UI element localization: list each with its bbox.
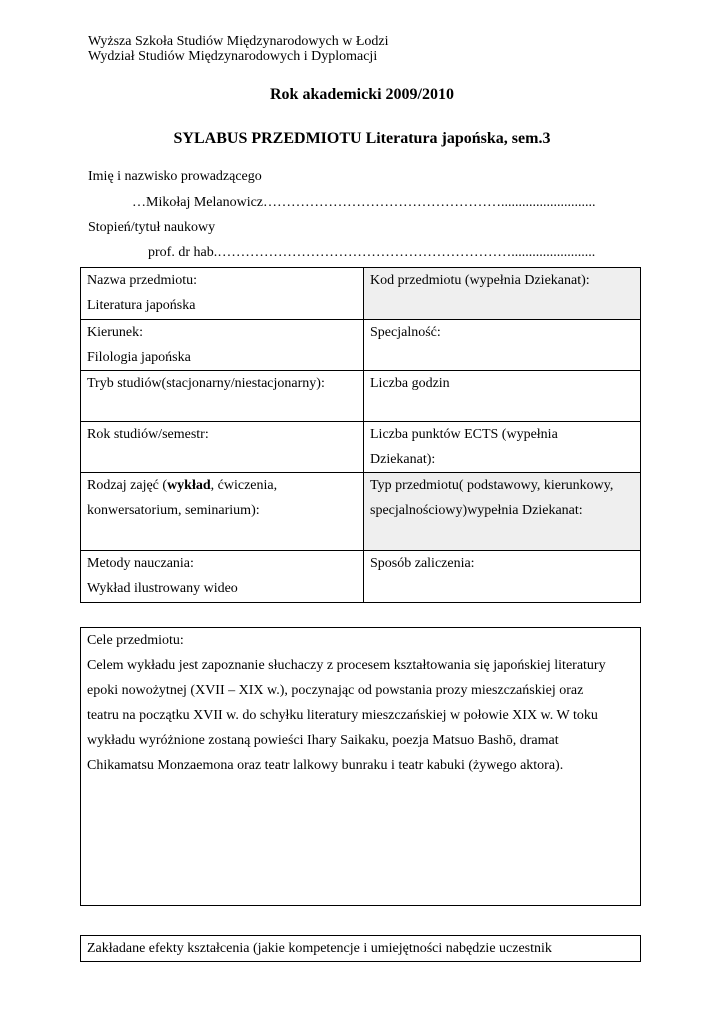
lecturer-label: Imię i nazwisko prowadzącego [88,169,262,184]
learning-outcomes-label: Zakładane efekty kształcenia (jakie kompetencje i umiejętności nabędzie uczestnik [87,941,552,956]
course-code-label: Kod przedmiotu (wypełnia Dziekanat): [370,273,590,288]
ects-label-line2: Dziekanat): [370,452,436,467]
class-type-cell [81,473,364,551]
year-semester-label: Rok studiów/semestr: [87,427,209,442]
degree-value: prof. dr hab.………………………………………………………........................ [148,245,596,260]
hours-cell [364,371,641,422]
class-type-prefix: Rodzaj zajęć ( [87,478,168,493]
teaching-methods-value: Wykład ilustrowany wideo [87,581,238,596]
course-goals-line: Chikamatsu Monzaemona oraz teatr lalkowy bunraku i teatr kabuki (żywego aktora). [87,758,564,773]
teaching-methods-label: Metody nauczania: [87,556,194,571]
course-goals-line: wykładu wyróżnione zostaną powieści Ihary Saikaku, poezja Matsuo Bashō, dramat [87,733,559,748]
specialization-cell [364,320,641,371]
degree-label: Stopień/tytuł naukowy [88,220,216,235]
course-info-table [80,267,641,603]
class-type-selected: wykład [167,478,211,493]
course-goals-line: Celem wykładu jest zapoznanie słuchaczy z procesem kształtowania się japońskiej literatury [87,658,606,673]
course-type-cell [364,473,641,551]
table-row [81,551,641,603]
hours-label: Liczba godzin [370,376,450,391]
course-name-label: Nazwa przedmiotu: [87,273,198,288]
faculty-name: Wydział Studiów Międzynarodowych i Dyplomacji [88,49,378,64]
teaching-methods-cell [81,551,364,603]
table-row [81,473,641,551]
course-goals-line: teatru na początku XVII w. do schyłku literatury mieszczańskiej w połowie XIX w. W toku [87,708,598,723]
study-mode-label: Tryb studiów(stacjonarny/niestacjonarny): [87,376,325,391]
lecturer-name: …Mikołaj Melanowicz……………………………………………........................... [132,195,596,210]
class-type-label [87,473,357,498]
year-semester-cell [81,422,364,473]
assessment-cell [364,551,641,603]
table-row [81,422,641,473]
table-row [81,371,641,422]
field-of-study-value: Filologia japońska [87,350,191,365]
field-of-study-cell [81,320,364,371]
course-name-cell [81,268,364,320]
syllabus-title: SYLABUS PRZEDMIOTU Literatura japońska, sem.3 [173,130,551,147]
course-goals-label: Cele przedmiotu: [87,633,184,648]
course-name-value: Literatura japońska [87,298,196,313]
ects-cell [364,422,641,473]
ects-label: Liczba punktów ECTS (wypełnia [370,427,558,442]
course-code-cell [364,268,641,320]
field-of-study-label: Kierunek: [87,325,143,340]
study-mode-cell [81,371,364,422]
course-type-label: Typ przedmiotu( podstawowy, kierunkowy, [370,478,614,493]
class-type-label-line2: konwersatorium, seminarium): [87,503,260,518]
table-row [81,268,641,320]
class-type-suffix: , ćwiczenia, [210,478,278,493]
academic-year: Rok akademicki 2009/2010 [269,86,454,103]
course-type-label-line2: specjalnościowy)wypełnia Dziekanat: [370,503,583,518]
learning-outcomes-box [80,935,641,962]
course-goals-box [80,627,641,906]
assessment-label: Sposób zaliczenia: [370,556,475,571]
course-goals-line: epoki nowożytnej (XVII – XIX w.), poczynając od powstania prozy mieszczańskiej oraz [87,683,584,698]
specialization-label: Specjalność: [370,325,441,340]
table-row [81,320,641,371]
university-name: Wyższa Szkoła Studiów Międzynarodowych w Łodzi [88,34,389,49]
